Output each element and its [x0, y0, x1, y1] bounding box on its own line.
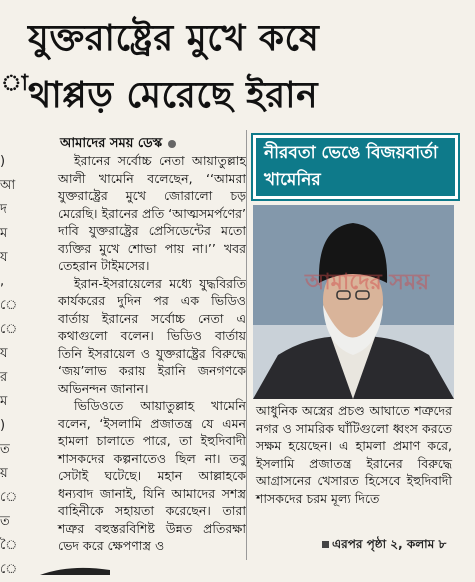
fragment-line: ৈ	[0, 538, 18, 553]
article-column-1	[58, 152, 246, 555]
column-divider	[246, 130, 247, 560]
fragment-line: আ	[0, 178, 16, 193]
adjacent-article-fragment: া	[1, 71, 28, 96]
portrait-illustration	[253, 205, 454, 399]
fragment-line: য	[0, 346, 8, 361]
headline	[28, 10, 473, 124]
paragraph: ইরান-ইসরায়েলের মধ্যে যুদ্ধবিরতি কার্যকরের দুদিন পর এক ভিডিও বার্তায় ইরানের সর্বোচ্চ নেতা এ কথাগুলো বলেন। ভিডিও বার্তায় তিনি ইসরায়েল ও যুক্তরাষ্ট্রের বিরুদ্ধে ‘জয়’লাভ করায় ইরানি জনগণকে অভিনন্দন জানান।	[58, 275, 246, 396]
fragment-line: ে	[0, 322, 18, 337]
square-bullet-icon	[322, 541, 329, 548]
adjacent-column-fragment	[0, 150, 18, 577]
paragraph: আধুনিক অস্ত্রের প্রচণ্ড আঘাতে শত্রুদের নগর ও সামরিক ঘাঁটিগুলো ধ্বংস করতে সক্ষম হয়েছেন। এ হামলা প্রমাণ করে, ইসলামি প্রজাতন্ত্র ইরানের বিরুদ্ধে আগ্রাসনের খেসারত হিসেবে ইহুদিবাদী শাসকদের চরম মূল্য দিতে	[256, 403, 452, 506]
fragment-line: ে	[0, 562, 18, 577]
article-column-2	[256, 402, 452, 507]
byline-text: আমাদের সময় ডেস্ক	[60, 136, 163, 151]
continuation-text: এরপর পৃষ্ঠা ২, কলাম ৮	[332, 537, 447, 551]
fragment-line: দ	[0, 202, 7, 217]
fragment-line: ে	[0, 298, 18, 313]
fragment-line: ত	[0, 514, 10, 529]
fragment-line: ত	[0, 442, 10, 457]
bullet-icon	[168, 140, 176, 148]
fragment-line: )	[0, 154, 6, 169]
fragment-line: য	[0, 250, 8, 265]
headline-line-1: যুক্তরাষ্ট্রের মুখে কষে	[28, 17, 320, 59]
bottom-edge-graphic	[0, 564, 475, 575]
watermark-logo: আমাদের সময়	[305, 269, 430, 295]
fragment-line: ে	[0, 490, 18, 505]
portrait-photo	[253, 205, 454, 399]
continuation-note	[322, 536, 446, 556]
fragment-line: )	[0, 418, 6, 433]
subheadline-box	[251, 133, 460, 201]
fragment-line: ,	[0, 274, 5, 289]
fragment-line: য়	[0, 466, 8, 481]
fragment-line: ম	[0, 394, 8, 409]
headline-line-2: থাপ্পড় মেরেছে ইরান	[28, 74, 319, 116]
paragraph: ইরানের সর্বোচ্চ নেতা আয়াতুল্লাহ আলী খামেনি বলেছেন, ‘‘আমরা যুক্তরাষ্ট্রের মুখে জোরালো চড় মেরেছি। ইরানের প্রতি ‘আত্মসমর্পণের’ দাবি যুক্তরাষ্ট্রের প্রেসিডেন্টের মতো ব্যক্তির মুখে শোভা পায় না।’’ খবর তেহরান টাইমসের।	[58, 153, 246, 273]
subheadline: নীরবতা ভেঙে বিজয়বার্তা খামেনির	[256, 138, 455, 196]
fragment-line: ম	[0, 226, 8, 241]
fragment-line: র	[0, 370, 8, 385]
paragraph: ভিডিওতে আয়াতুল্লাহ খামেনি বলেন, ‘ইসলামি প্রজাতন্ত্র যে এমন হামলা চালাতে পারে, তা ইহুদিবাদী শাসকদের কল্পনাতেও ছিল না। তবু সেটাই ঘটেছে। মহান আল্লাহকে ধন্যবাদ জানাই, যিনি আমাদের সশস্ত্র বাহিনীকে সহায়তা করেছেন। তারা শত্রুর বহুস্তরবিশিষ্ট উন্নত প্রতিরক্ষা ভেদ করে ক্ষেপণাস্ত্র ও	[58, 398, 246, 553]
